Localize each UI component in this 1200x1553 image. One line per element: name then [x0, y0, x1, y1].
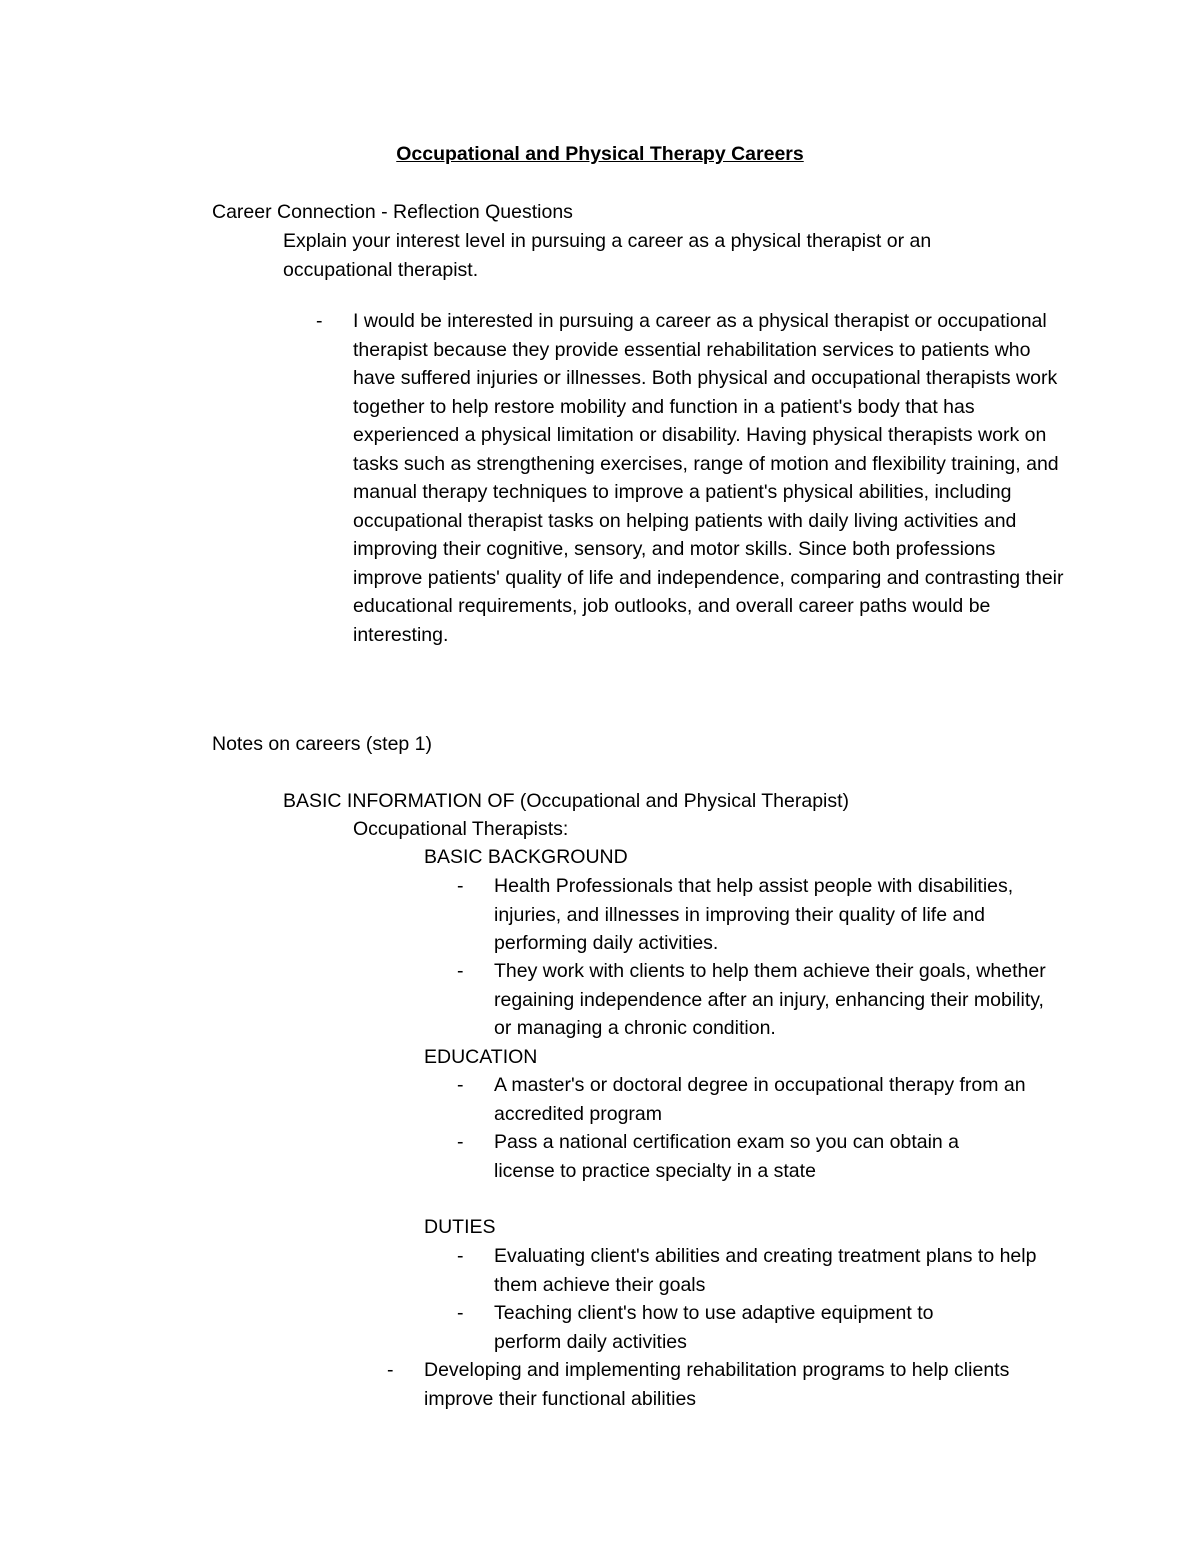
list-bullet: - [457, 1074, 464, 1096]
list-item: Pass a national certification exam so you can obtain a license to practice specialty in a state [494, 1131, 960, 1182]
document-title: Occupational and Physical Therapy Careers [396, 143, 804, 165]
reflection-answer: I would be interested in pursuing a career as a physical therapist or occupational therapist because they provide essential rehabilitation services to patients who have suffered injuries or illnesses. Both physical and occupational therapists work together to help restore mobility and function in a patient's body that has experienced a physical limitation or disability. Having physical therapists work on tasks such as strengthening exercises, range of motion and flexibility training, and manual therapy techniques to improve a patient's physical abilities, including occupational therapist tasks on helping patients with daily living activities and improving their cognitive, sensory, and motor skills. Since both professions improve patients' quality of life and independence, comparing and contrasting their educational requirements, job outlooks, and overall career paths would be interesting. [353, 310, 1064, 646]
list-item: A master's or doctoral degree in occupational therapy from an accredited program [494, 1074, 1026, 1125]
list-bullet: - [457, 1302, 464, 1324]
notes-heading: Notes on careers (step 1) [212, 733, 433, 755]
list-bullet: - [457, 1245, 464, 1267]
list-bullet: - [457, 960, 464, 982]
duties-heading: DUTIES [424, 1216, 496, 1238]
list-bullet: - [457, 875, 464, 897]
list-item: Health Professionals that help assist people with disabilities, injuries, and illnesses in improving their quality of life and performing daily activities. [494, 875, 1014, 954]
list-bullet: - [387, 1359, 394, 1381]
answer-bullet: - [316, 310, 323, 332]
reflection-question: Explain your interest level in pursuing a career as a physical therapist or an occupational therapist. [283, 230, 932, 281]
reflection-heading: Career Connection - Reflection Questions [212, 201, 573, 223]
list-bullet: - [457, 1131, 464, 1153]
list-item: Evaluating client's abilities and creating treatment plans to help them achieve their goals [494, 1245, 1037, 1296]
education-heading: EDUCATION [424, 1046, 538, 1068]
list-item: They work with clients to help them achieve their goals, whether regaining independence after an injury, enhancing their mobility, or managing a chronic condition. [494, 960, 1046, 1039]
basic-background-heading: BASIC BACKGROUND [424, 846, 628, 868]
list-item: Developing and implementing rehabilitation programs to help clients improve their functional abilities [424, 1359, 1010, 1410]
occupational-therapists-heading: Occupational Therapists: [353, 818, 569, 840]
basic-information-heading: BASIC INFORMATION OF (Occupational and Physical Therapist) [283, 790, 850, 812]
list-item: Teaching client's how to use adaptive equipment to perform daily activities [494, 1302, 934, 1353]
